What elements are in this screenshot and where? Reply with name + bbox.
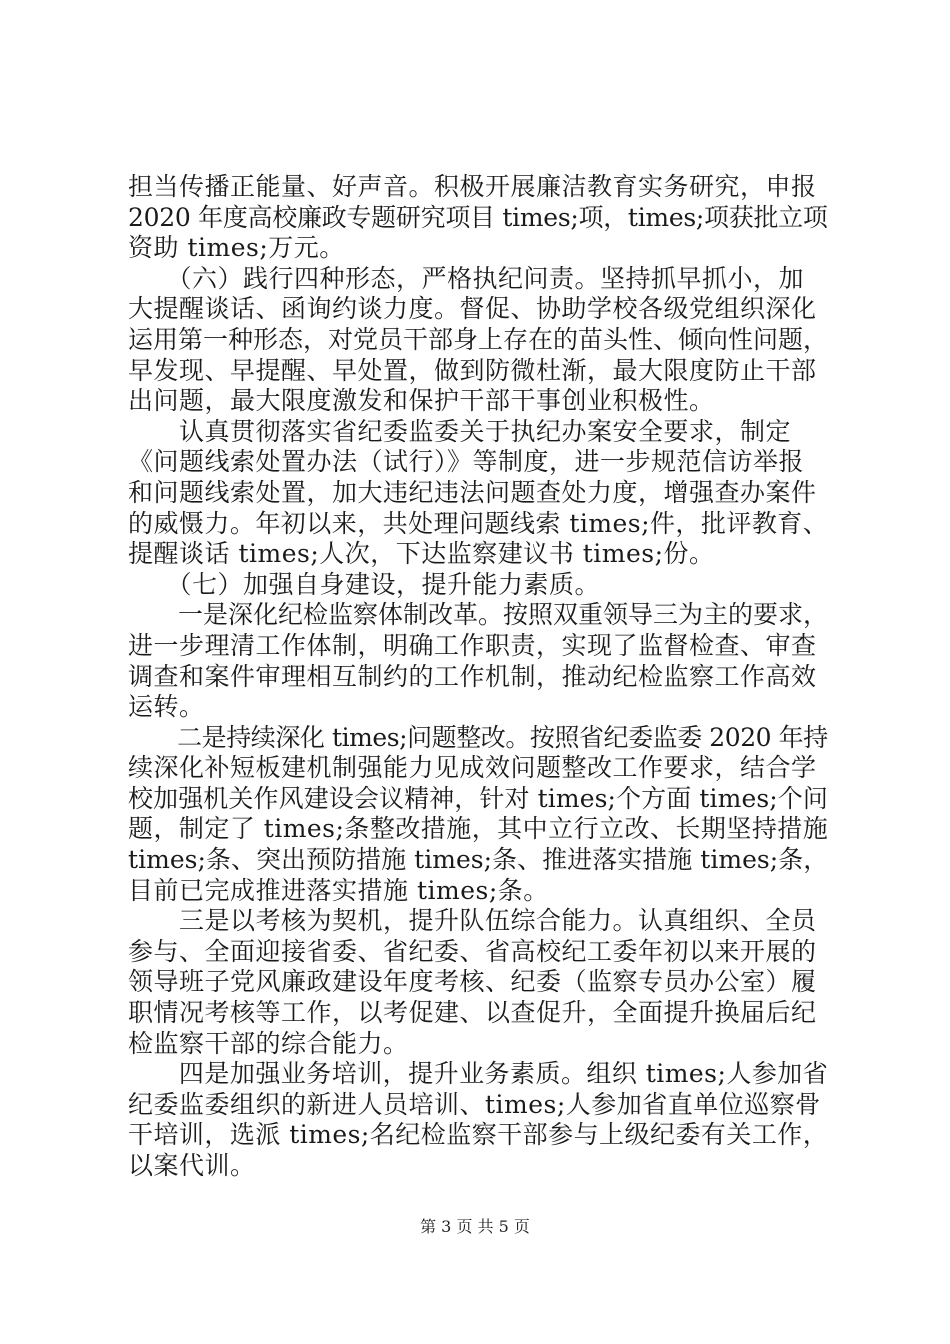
text-line: 一是深化纪检监察体制改革。按照双重领导三为主的要求，: [128, 600, 829, 630]
text-line: 的威慑力。年初以来，共处理问题线索 times;件，批评教育、: [128, 508, 829, 538]
text-line: 和问题线索处置，加大违纪违法问题查处力度，增强查办案件: [128, 477, 817, 507]
text-line: 参与、全面迎接省委、省纪委、省高校纪工委年初以来开展的: [128, 936, 817, 966]
text-line: 领导班子党风廉政建设年度考核、纪委（监察专员办公室）履: [128, 967, 817, 997]
text-line: 资助 times;万元。: [128, 233, 345, 263]
text-line: 题，制定了 times;条整改措施，其中立行立改、长期坚持措施: [128, 814, 829, 844]
text-line: 进一步理清工作体制，明确工作职责，实现了监督检查、审查: [128, 630, 817, 660]
text-line: 2020 年度高校廉政专题研究项目 times;项，times;项获批立项: [128, 202, 828, 232]
text-line: 检监察干部的综合能力。: [128, 1028, 409, 1058]
text-line: 目前已完成推进落实措施 times;条。: [128, 875, 549, 905]
text-line: 运转。: [128, 692, 205, 722]
text-line: 调查和案件审理相互制约的工作机制，推动纪检监察工作高效: [128, 661, 817, 691]
text-line: times;条、突出预防措施 times;条、推进落实措施 times;条，: [128, 845, 829, 875]
text-line: 二是持续深化 times;问题整改。按照省纪委监委 2020 年持: [128, 722, 828, 752]
text-line: 大提醒谈话、函询约谈力度。督促、协助学校各级党组织深化: [128, 294, 817, 324]
text-line: 《问题线索处置办法（试行）》等制度，进一步规范信访举报: [128, 447, 805, 477]
text-line: 三是以考核为契机，提升队伍综合能力。认真组织、全员: [128, 906, 817, 936]
text-line: 纪委监委组织的新进人员培训、times;人参加省直单位巡察骨: [128, 1089, 821, 1119]
text-line: 以案代训。: [128, 1151, 256, 1180]
text-line: 早发现、早提醒、早处置，做到防微杜渐，最大限度防止干部: [128, 355, 817, 385]
text-line: 四是加强业务培训，提升业务素质。组织 times;人参加省: [128, 1059, 829, 1089]
text-line: 职情况考核等工作，以考促建、以查促升，全面提升换届后纪: [128, 998, 817, 1028]
text-line: （七）加强自身建设，提升能力素质。: [128, 569, 601, 599]
text-line: 出问题，最大限度激发和保护干部干事创业积极性。: [128, 386, 715, 416]
text-line: 担当传播正能量、好声音。积极开展廉洁教育实务研究，申报: [128, 172, 817, 201]
text-line: 运用第一种形态，对党员干部身上存在的苗头性、倾向性问题，: [128, 324, 829, 354]
text-line: 续深化补短板建机制强能力见成效问题整改工作要求，结合学: [128, 753, 817, 783]
text-line: 提醒谈话 times;人次，下达监察建议书 times;份。: [128, 539, 715, 569]
text-line: （六）践行四种形态，严格执纪问责。坚持抓早抓小，加: [128, 263, 805, 293]
text-line: 认真贯彻落实省纪委监委关于执纪办案安全要求，制定: [128, 416, 792, 446]
text-line: 校加强机关作风建设会议精神，针对 times;个方面 times;个问: [128, 783, 828, 813]
text-line: 干培训，选派 times;名纪检监察干部参与上级纪委有关工作，: [128, 1120, 829, 1150]
body-text: [128, 172, 828, 1182]
page-footer: 第 3 页 共 5 页: [420, 1217, 530, 1236]
